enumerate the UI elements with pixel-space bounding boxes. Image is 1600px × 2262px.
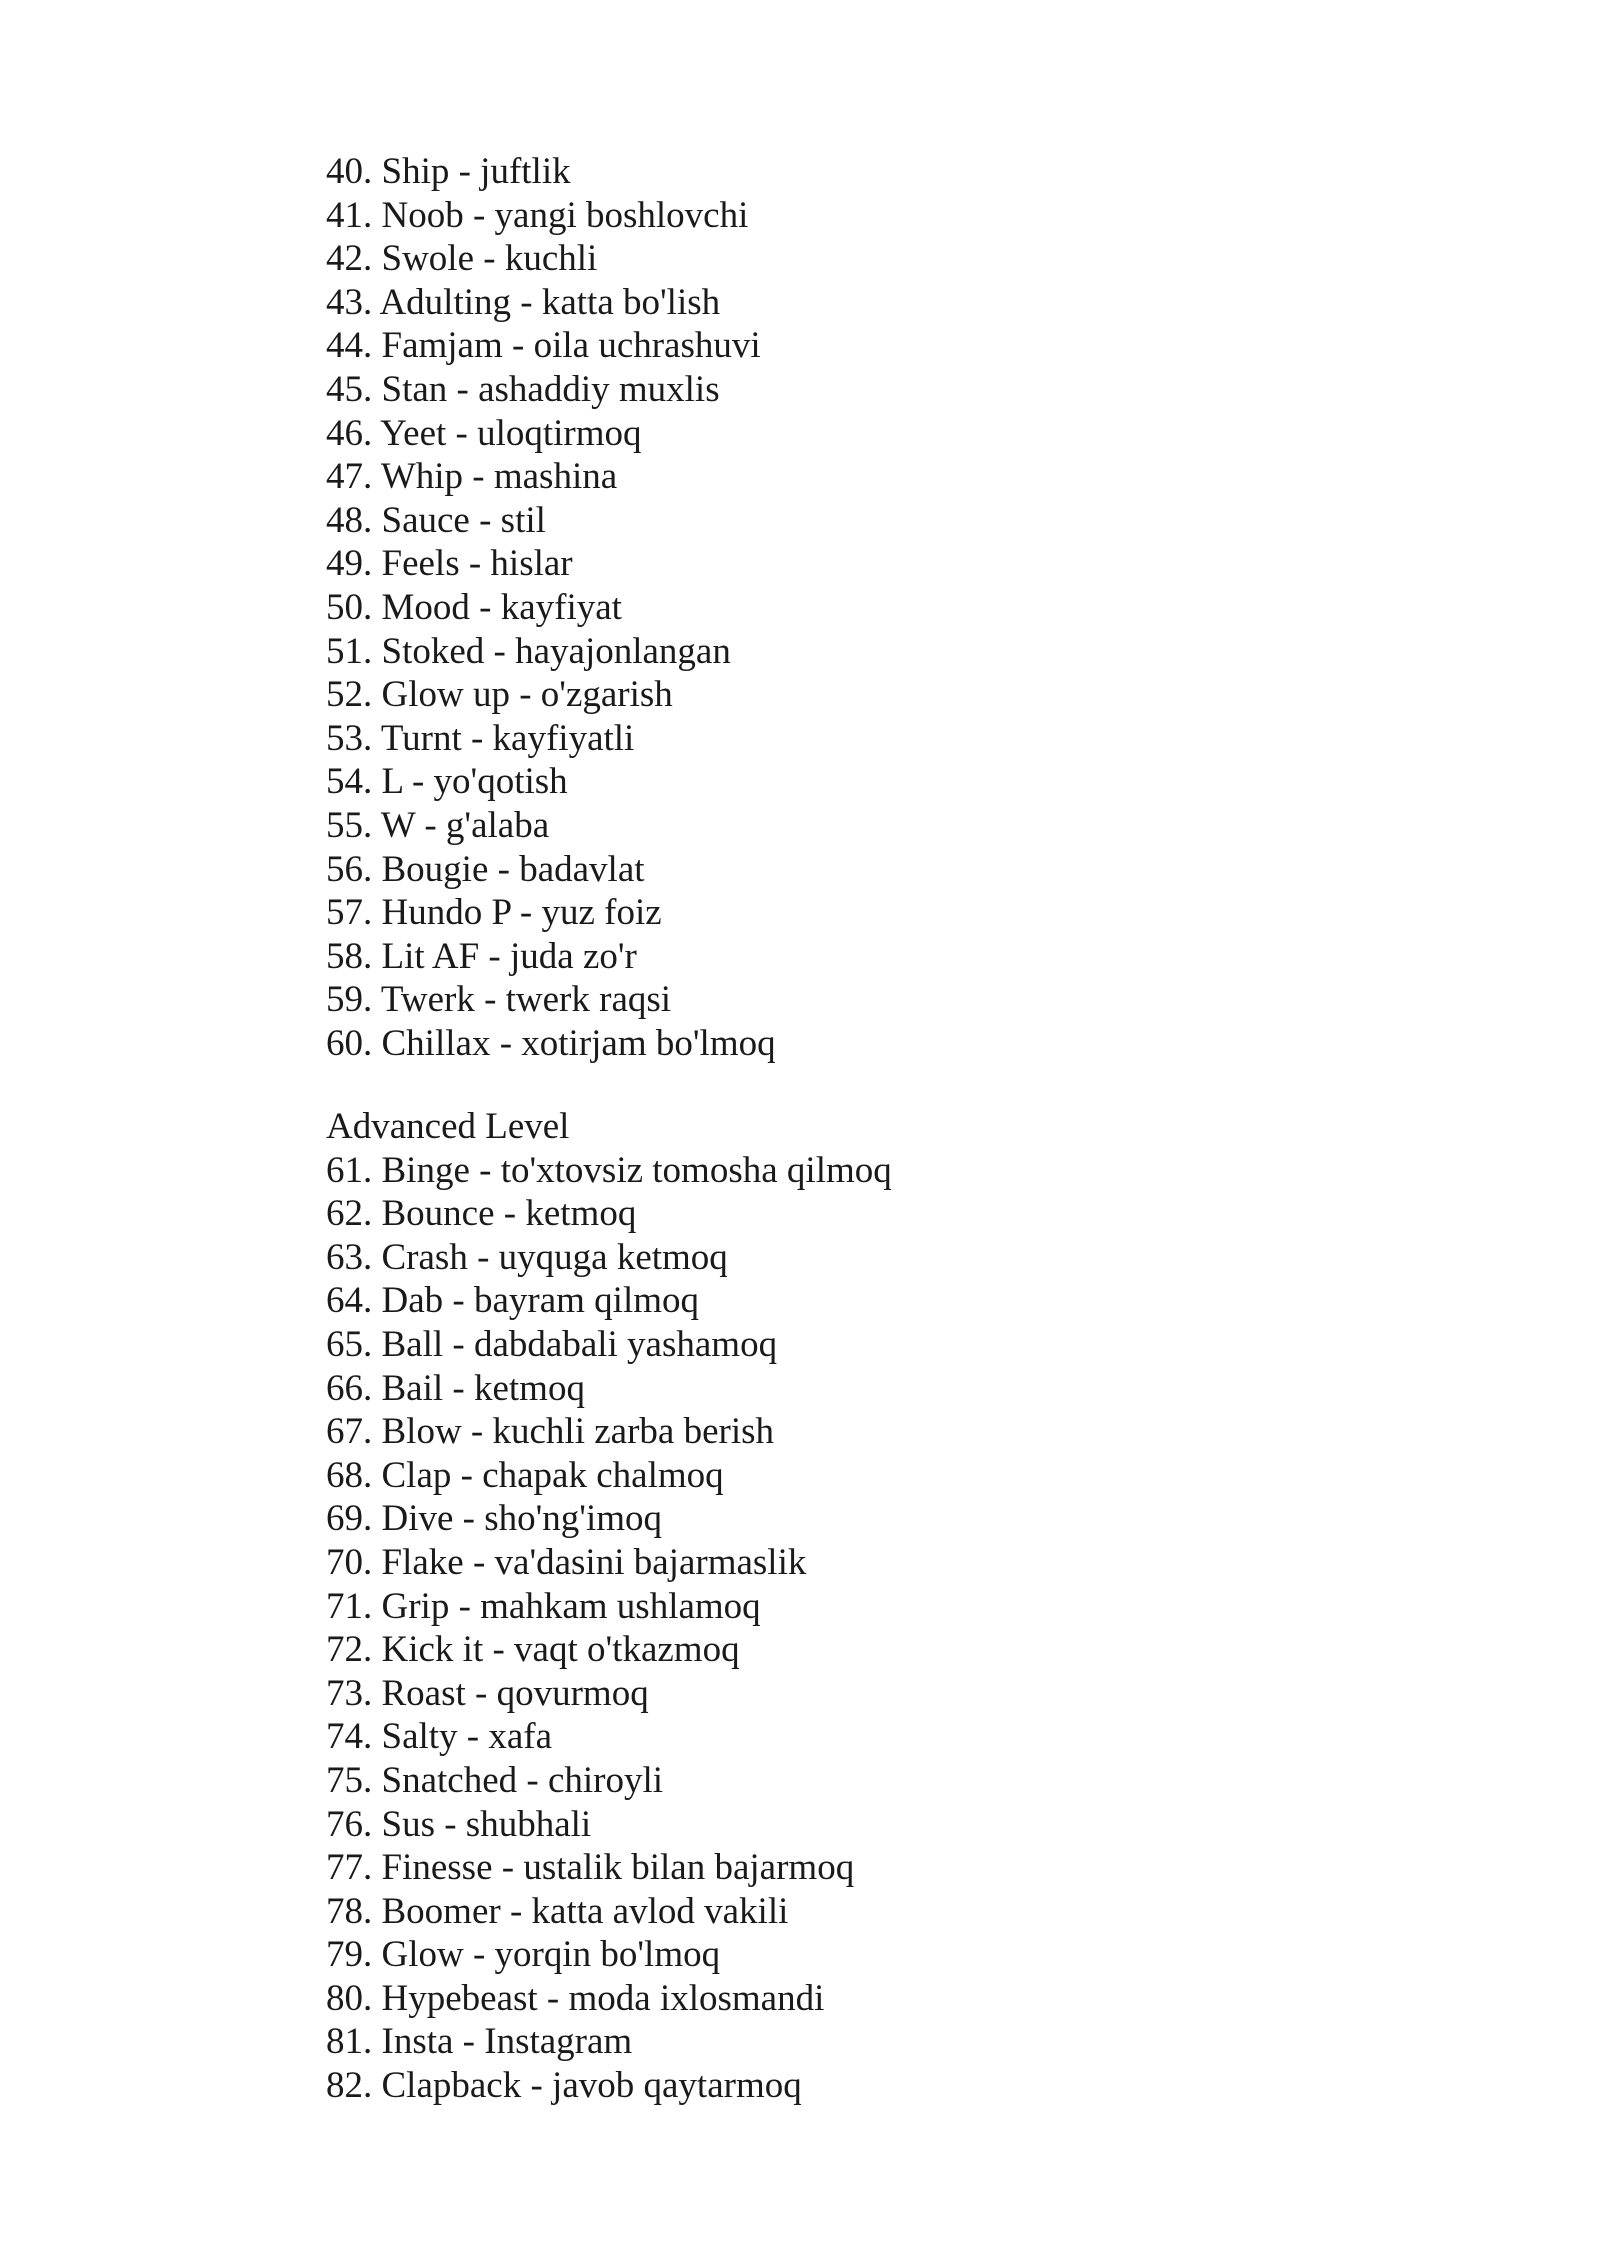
- list-item: 47. Whip - mashina: [326, 456, 618, 498]
- vocabulary-list-intermediate: [326, 150, 1326, 1065]
- list-item: 56. Bougie - badavlat: [326, 848, 645, 890]
- list-item: 54. L - yo'qotish: [326, 761, 568, 803]
- list-item: 59. Twerk - twerk raqsi: [326, 979, 672, 1021]
- list-item: 72. Kick it - vaqt o'tkazmoq: [326, 1629, 740, 1671]
- list-item: 77. Finesse - ustalik bilan bajarmoq: [326, 1847, 855, 1889]
- list-item: 65. Ball - dabdabali yashamoq: [326, 1323, 778, 1365]
- list-item: 75. Snatched - chiroyli: [326, 1759, 664, 1801]
- list-item: 53. Turnt - kayfiyatli: [326, 717, 635, 759]
- list-item: 68. Clap - chapak chalmoq: [326, 1454, 724, 1496]
- list-item: 58. Lit AF - juda zo'r: [326, 935, 637, 977]
- list-item: 69. Dive - sho'ng'imoq: [326, 1498, 663, 1540]
- list-item: 71. Grip - mahkam ushlamoq: [326, 1585, 761, 1627]
- list-item: 44. Famjam - oila uchrashuvi: [326, 325, 761, 367]
- list-item: 67. Blow - kuchli zarba berish: [326, 1411, 774, 1453]
- list-item: 73. Roast - qovurmoq: [326, 1672, 649, 1714]
- list-item: 81. Insta - Instagram: [326, 2021, 633, 2063]
- section-heading: Advanced Level: [326, 1106, 570, 1147]
- list-item: 78. Boomer - katta avlod vakili: [326, 1890, 789, 1932]
- list-item: 48. Sauce - stil: [326, 499, 546, 541]
- list-item: 74. Salty - xafa: [326, 1716, 553, 1758]
- list-item: 70. Flake - va'dasini bajarmaslik: [326, 1541, 807, 1583]
- vocabulary-list-advanced: [326, 1105, 1326, 2108]
- list-item: 82. Clapback - javob qaytarmoq: [326, 2065, 802, 2107]
- list-item: 46. Yeet - uloqtirmoq: [326, 412, 642, 454]
- list-item: 63. Crash - uyquga ketmoq: [326, 1236, 728, 1278]
- list-item: 61. Binge - to'xtovsiz tomosha qilmoq: [326, 1149, 892, 1191]
- list-item: 52. Glow up - o'zgarish: [326, 674, 673, 716]
- list-item: 40. Ship - juftlik: [326, 151, 571, 192]
- list-item: 57. Hundo P - yuz foiz: [326, 892, 662, 934]
- list-item: 55. W - g'alaba: [326, 804, 550, 846]
- list-item: 62. Bounce - ketmoq: [326, 1193, 637, 1235]
- list-item: 60. Chillax - xotirjam bo'lmoq: [326, 1022, 776, 1064]
- list-item: 43. Adulting - katta bo'lish: [326, 281, 721, 323]
- list-item: 76. Sus - shubhali: [326, 1803, 592, 1845]
- list-item: 51. Stoked - hayajonlangan: [326, 630, 731, 672]
- list-item: 41. Noob - yangi boshlovchi: [326, 194, 749, 236]
- list-item: 64. Dab - bayram qilmoq: [326, 1280, 699, 1322]
- list-item: 50. Mood - kayfiyat: [326, 586, 622, 628]
- list-item: 66. Bail - ketmoq: [326, 1367, 585, 1409]
- list-item: 45. Stan - ashaddiy muxlis: [326, 368, 720, 410]
- list-item: 79. Glow - yorqin bo'lmoq: [326, 1934, 721, 1976]
- list-item: 42. Swole - kuchli: [326, 238, 598, 280]
- list-item: 49. Feels - hislar: [326, 543, 573, 585]
- list-item: 80. Hypebeast - moda ixlosmandi: [326, 1977, 825, 2019]
